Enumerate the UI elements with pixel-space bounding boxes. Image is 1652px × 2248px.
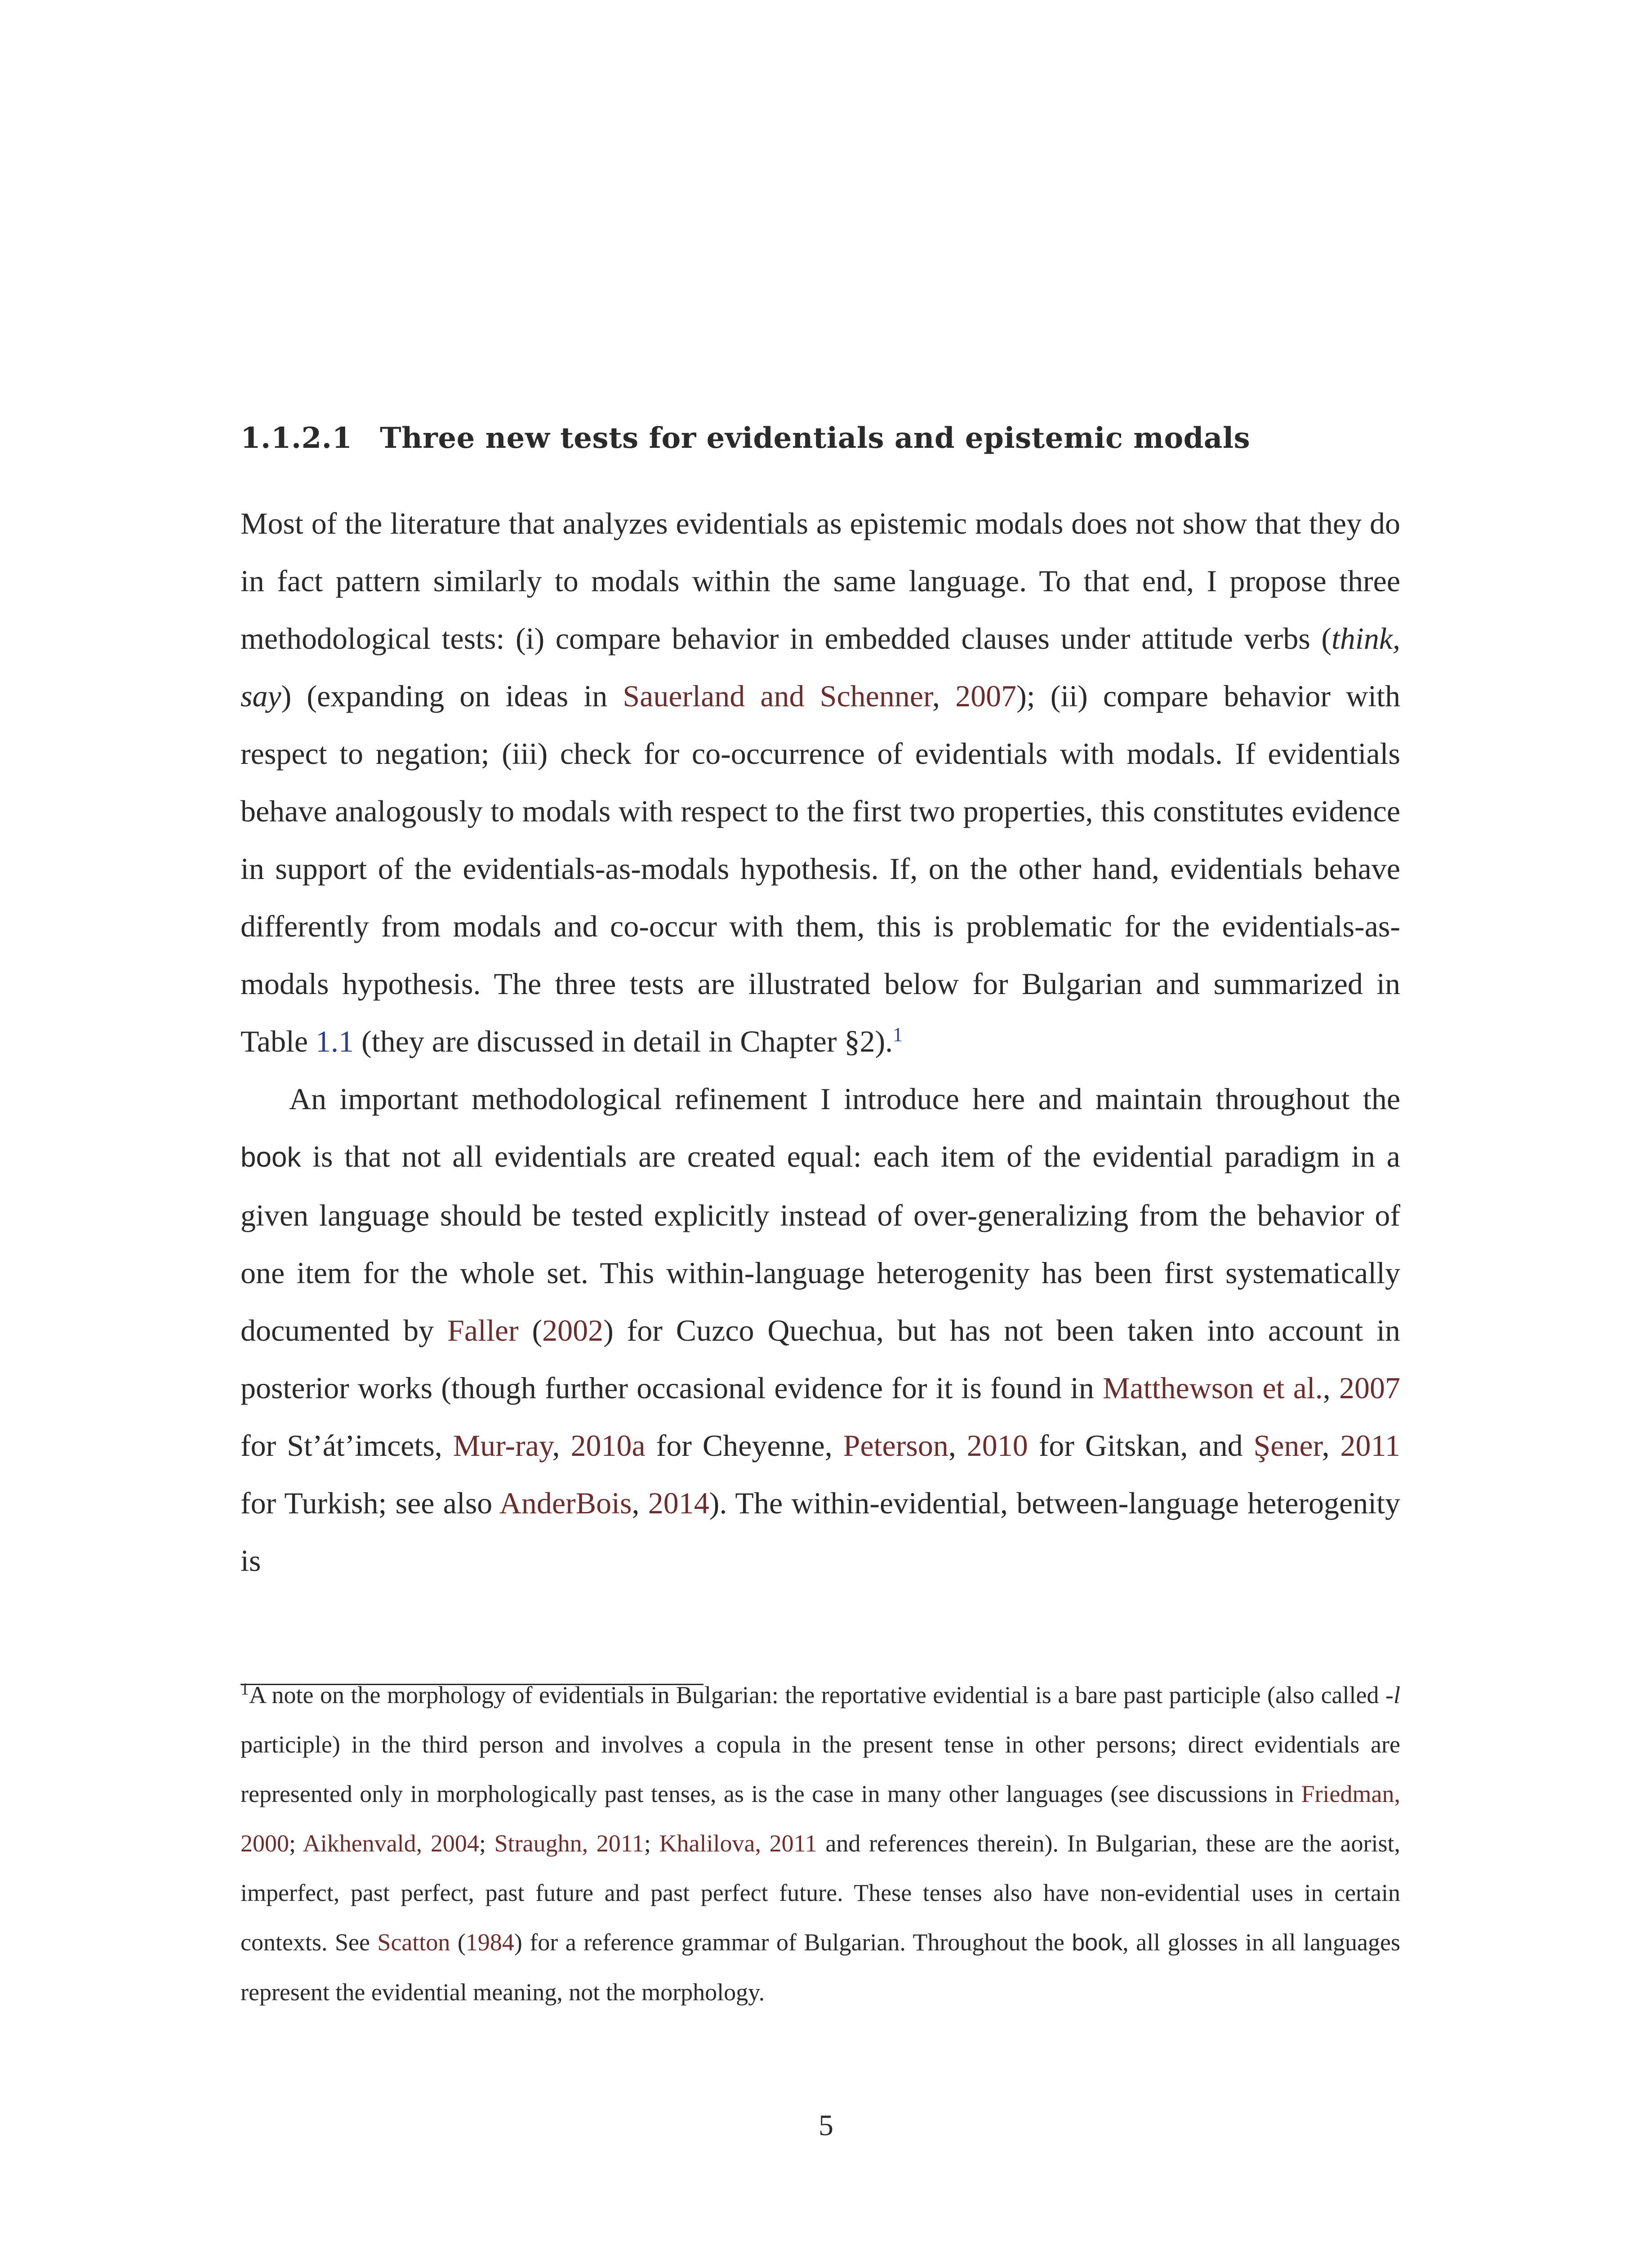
book-word: book	[240, 1142, 301, 1173]
text-run: ;	[479, 1830, 494, 1857]
table-reference-link[interactable]: 1.1	[316, 1024, 354, 1058]
citation-link[interactable]: AnderBois	[499, 1486, 632, 1520]
citation-year-link[interactable]: 2010	[966, 1428, 1028, 1463]
citation-year-link[interactable]: 2014	[648, 1486, 709, 1520]
italic-text: think, say	[240, 621, 1400, 713]
page-number: 5	[819, 2109, 833, 2142]
text-run: ,	[552, 1428, 571, 1463]
text-run: ;	[644, 1830, 659, 1857]
citation-link[interactable]: Aikhenvald, 2004	[303, 1830, 479, 1857]
text-run: Most of the literature that analyzes evidentials as epistemic modals does not show that they do in fact pattern similarly to modals within the same language. To that end, I propose three methodological tests: (i) compare behavior in embedded clauses under attitude verbs (	[240, 506, 1400, 656]
text-run: (	[518, 1313, 543, 1347]
text-run: ). The within-evidential, between-language heterogenity is	[240, 1486, 1400, 1578]
text-run: is that not all evidentials are created equal: each item of the evidential paradigm in a given language should be tested explicitly instead of over-generalizing from the behavior of one item for the whole set. This within-language heterogenity has been first systematically documented by	[240, 1139, 1400, 1347]
text-run: ,	[1322, 1371, 1339, 1405]
citation-year-link[interactable]: 2007	[955, 679, 1017, 713]
body-text	[240, 495, 1400, 1589]
text-run: A note on the morphology of evidentials in Bulgarian: the reportative evidential is a bare past participle (also called	[249, 1682, 1385, 1708]
text-run: for Turkish; see also	[240, 1486, 499, 1520]
text-run: ,	[1322, 1428, 1340, 1463]
text-run: (	[450, 1929, 466, 1956]
text-run: , all glosses in all languages represent the evidential meaning, not the morphology.	[240, 1929, 1400, 2006]
section-title: Three new tests for evidentials and epistemic modals	[380, 421, 1251, 455]
citation-year-link[interactable]: 2011	[1340, 1428, 1401, 1463]
paragraph-2	[240, 1070, 1400, 1589]
citation-year-link[interactable]: 1984	[465, 1929, 514, 1956]
text-run: for Gitskan, and	[1028, 1428, 1254, 1463]
paragraph-1	[240, 495, 1400, 1070]
citation-year-link[interactable]: 2007	[1339, 1371, 1400, 1405]
italic-text: -l	[1385, 1682, 1400, 1708]
text-run: ) (expanding on ideas in	[281, 679, 623, 713]
text-run: ,	[632, 1486, 648, 1520]
footnote-1	[240, 1670, 1400, 2017]
citation-link[interactable]: Mur-ray	[453, 1428, 552, 1463]
footnote-reference-link[interactable]: 1	[893, 1023, 903, 1046]
text-run: for Cheyenne,	[645, 1428, 843, 1463]
footnote-mark: 1	[240, 1680, 249, 1699]
citation-link[interactable]: Khalilova, 2011	[659, 1830, 817, 1857]
citation-link[interactable]: Peterson	[843, 1428, 948, 1463]
text-run: An important methodological refinement I introduce here and maintain throughout the	[289, 1082, 1400, 1116]
text-run: for St’át’imcets,	[240, 1428, 453, 1463]
section-heading	[240, 418, 1409, 459]
section-number: 1.1.2.1	[240, 421, 352, 455]
citation-link[interactable]: Sauerland and Schenner	[623, 679, 932, 713]
citation-link[interactable]: Straughn, 2011	[494, 1830, 644, 1857]
citation-year-link[interactable]: 2002	[542, 1313, 604, 1347]
text-run: ,	[932, 679, 956, 713]
citation-link[interactable]: Matthewson et al.	[1103, 1371, 1323, 1405]
book-word: book	[1072, 1930, 1123, 1956]
text-run: ) for Cuzco Quechua, but has not been taken into account in posterior works (though further occasional evidence for it is found in	[240, 1313, 1400, 1405]
text-run: ,	[948, 1428, 967, 1463]
text-run: ;	[289, 1830, 303, 1857]
text-run: (they are discussed in detail in Chapter §2).	[354, 1024, 893, 1058]
citation-link[interactable]: Şener	[1253, 1428, 1322, 1463]
citation-link[interactable]: Scatton	[377, 1929, 450, 1956]
text-run: and references therein). In Bulgarian, these are the aorist, imperfect, past perfect, past future and past perfect future. These tenses also have non-evidential uses in certain contexts. See	[240, 1830, 1400, 1956]
citation-link[interactable]: Faller	[447, 1313, 519, 1347]
text-run: participle) in the third person and involves a copula in the present tense in other persons; direct evidentials are represented only in morphologically past tenses, as is the case in many other languages (see discussions in	[240, 1731, 1400, 1807]
text-run: ) for a reference grammar of Bulgarian. Throughout the	[514, 1929, 1072, 1956]
citation-year-link[interactable]: 2010a	[570, 1428, 646, 1463]
text-run: ); (ii) compare behavior with respect to negation; (iii) check for co-occurrence of evidentials with modals. If evidentials behave analogously to modals with respect to the first two properties, this constitutes evidence in support of the evidentials-as-modals hypothesis. If, on the other hand, evidentials behave differently from modals and co-occur with them, this is problematic for the evidentials-as-modals hypothesis. The three tests are illustrated below for Bulgarian and summarized in Table	[240, 679, 1400, 1058]
citation-link[interactable]: Friedman, 2000	[240, 1780, 1400, 1857]
